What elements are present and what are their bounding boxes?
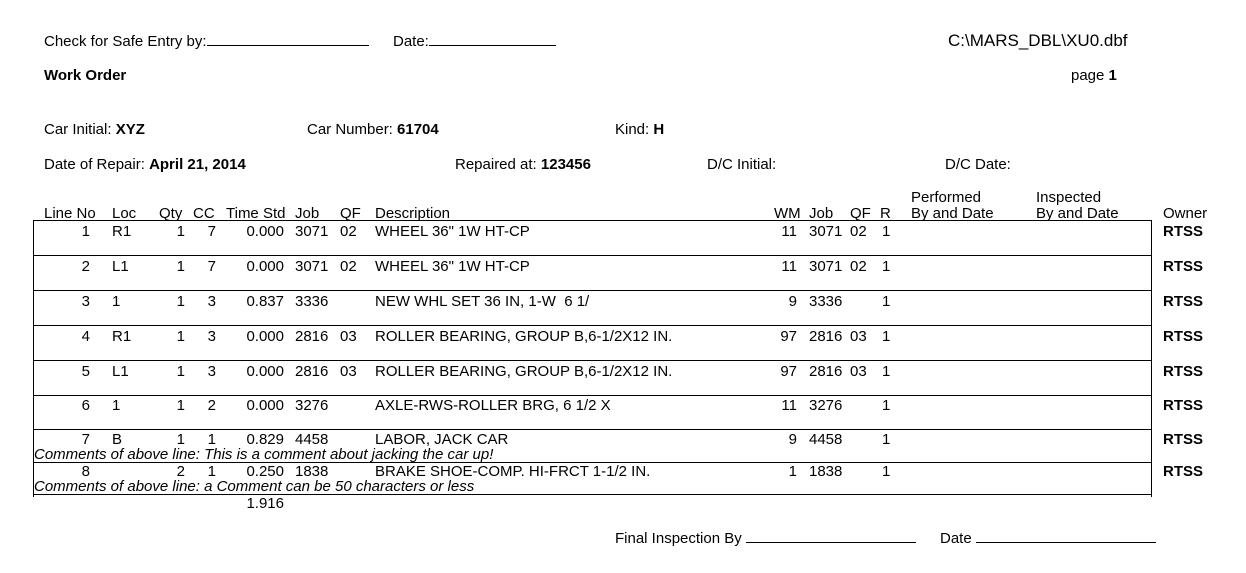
cell-wm: 11 bbox=[781, 258, 797, 275]
cell-description: NEW WHL SET 36 IN, 1-W 6 1/ bbox=[375, 293, 590, 310]
row-divider bbox=[33, 220, 1152, 221]
car-initial bbox=[44, 121, 145, 138]
cell-job2: 4458 bbox=[809, 431, 843, 448]
page-label: page bbox=[1071, 67, 1105, 84]
row-comment: Comments of above line: This is a comment about jacking the car up! bbox=[34, 446, 494, 463]
cell-r: 1 bbox=[882, 293, 891, 310]
cell-qf2: 03 bbox=[850, 328, 867, 345]
car-number bbox=[307, 121, 439, 138]
cell-line-no: 8 bbox=[81, 463, 90, 480]
repaired-at bbox=[455, 156, 591, 173]
row-divider bbox=[33, 290, 1152, 291]
cell-time-std: 0.000 bbox=[246, 223, 284, 240]
col-performed-1: Performed bbox=[911, 189, 982, 206]
row-divider bbox=[33, 429, 1152, 430]
cell-description: ROLLER BEARING, GROUP B,6-1/2X12 IN. bbox=[375, 363, 673, 380]
final-inspection bbox=[615, 529, 916, 547]
repaired-at-label: Repaired at: bbox=[455, 156, 537, 173]
cell-r: 1 bbox=[882, 363, 891, 380]
cell-cc: 7 bbox=[207, 258, 216, 275]
cell-r: 1 bbox=[882, 463, 891, 480]
car-initial-label: Car Initial: bbox=[44, 121, 112, 138]
cell-time-std: 0.000 bbox=[246, 258, 284, 275]
cell-cc: 1 bbox=[207, 431, 216, 448]
file-path: C:\MARS_DBL\XU0.dbf bbox=[948, 31, 1128, 50]
cell-description: BRAKE SHOE-COMP. HI-FRCT 1-1/2 IN. bbox=[375, 463, 651, 480]
col-job: Job bbox=[295, 205, 320, 222]
cell-description: LABOR, JACK CAR bbox=[375, 431, 509, 448]
cell-qty: 1 bbox=[176, 363, 185, 380]
repaired-at-value: 123456 bbox=[540, 156, 591, 173]
final-inspection-label: Final Inspection By bbox=[615, 530, 742, 547]
cell-cc: 3 bbox=[207, 363, 216, 380]
cell-description: WHEEL 36" 1W HT-CP bbox=[375, 258, 530, 275]
cell-owner: RTSS bbox=[1163, 293, 1204, 310]
cell-job: 3276 bbox=[295, 397, 329, 414]
cell-time-std: 0.000 bbox=[246, 397, 284, 414]
cell-loc: 1 bbox=[112, 397, 121, 414]
cell-owner: RTSS bbox=[1163, 431, 1204, 448]
cell-line-no: 2 bbox=[81, 258, 90, 275]
cell-qty: 1 bbox=[176, 258, 185, 275]
cell-loc: B bbox=[112, 431, 123, 448]
cell-r: 1 bbox=[882, 328, 891, 345]
col-inspected-1: Inspected bbox=[1036, 189, 1102, 206]
cell-qf: 02 bbox=[340, 258, 357, 275]
cell-cc: 2 bbox=[207, 397, 216, 414]
row-comment: Comments of above line: a Comment can be 50 characters or less bbox=[34, 478, 475, 495]
cell-time-std: 0.000 bbox=[246, 328, 284, 345]
cell-job: 3071 bbox=[295, 223, 329, 240]
cell-wm: 1 bbox=[788, 463, 797, 480]
col-wm: WM bbox=[774, 205, 801, 222]
safe-entry-signature-line[interactable] bbox=[207, 32, 369, 46]
top-date-line[interactable] bbox=[429, 32, 556, 46]
final-inspection-line[interactable] bbox=[746, 529, 916, 543]
safe-entry-text: Check for Safe Entry by: bbox=[44, 33, 207, 50]
cell-job: 3336 bbox=[295, 293, 329, 310]
cell-qf2: 02 bbox=[850, 223, 867, 240]
cell-cc: 3 bbox=[207, 328, 216, 345]
cell-cc: 7 bbox=[207, 223, 216, 240]
cell-owner: RTSS bbox=[1163, 328, 1204, 345]
cell-owner: RTSS bbox=[1163, 463, 1204, 480]
car-number-label: Car Number: bbox=[307, 121, 393, 138]
col-r: R bbox=[880, 205, 891, 222]
cell-description: AXLE-RWS-ROLLER BRG, 6 1/2 X bbox=[375, 397, 611, 414]
cell-qf2: 03 bbox=[850, 363, 867, 380]
date-of-repair-label: Date of Repair: bbox=[44, 156, 145, 173]
safe-entry-label bbox=[44, 32, 369, 50]
top-date-label bbox=[393, 32, 556, 50]
cell-job2: 3071 bbox=[809, 223, 843, 240]
col-job2: Job bbox=[809, 205, 834, 222]
row-divider bbox=[33, 395, 1152, 396]
final-date-line[interactable] bbox=[976, 529, 1156, 543]
cell-line-no: 6 bbox=[81, 397, 90, 414]
cell-time-std: 0.829 bbox=[246, 431, 284, 448]
cell-qty: 1 bbox=[176, 328, 185, 345]
cell-qf: 02 bbox=[340, 223, 357, 240]
col-performed-2: By and Date bbox=[911, 205, 994, 222]
cell-r: 1 bbox=[882, 223, 891, 240]
cell-job: 2816 bbox=[295, 328, 329, 345]
col-inspected-2: By and Date bbox=[1036, 205, 1119, 222]
cell-line-no: 3 bbox=[81, 293, 90, 310]
cell-job: 3071 bbox=[295, 258, 329, 275]
cell-r: 1 bbox=[882, 397, 891, 414]
row-divider bbox=[33, 325, 1152, 326]
col-qf: QF bbox=[340, 205, 361, 222]
cell-job: 4458 bbox=[295, 431, 329, 448]
cell-qty: 1 bbox=[176, 223, 185, 240]
cell-cc: 3 bbox=[207, 293, 216, 310]
cell-job2: 3276 bbox=[809, 397, 843, 414]
cell-description: ROLLER BEARING, GROUP B,6-1/2X12 IN. bbox=[375, 328, 673, 345]
cell-qf: 03 bbox=[340, 328, 357, 345]
cell-r: 1 bbox=[882, 258, 891, 275]
cell-owner: RTSS bbox=[1163, 258, 1204, 275]
cell-loc: R1 bbox=[112, 328, 132, 345]
col-cc: CC bbox=[193, 205, 215, 222]
cell-qf: 03 bbox=[340, 363, 357, 380]
kind-label: Kind: bbox=[615, 121, 650, 138]
cell-time-std: 0.250 bbox=[246, 463, 284, 480]
col-loc: Loc bbox=[112, 205, 137, 222]
total-time-std: 1.916 bbox=[246, 495, 284, 512]
cell-qty: 1 bbox=[176, 293, 185, 310]
page-number: 1 bbox=[1108, 67, 1117, 84]
date-of-repair bbox=[44, 156, 246, 173]
cell-line-no: 1 bbox=[81, 223, 90, 240]
cell-job2: 3336 bbox=[809, 293, 843, 310]
car-initial-value: XYZ bbox=[115, 121, 145, 138]
final-date-label: Date bbox=[940, 530, 972, 547]
cell-qty: 1 bbox=[176, 397, 185, 414]
cell-r: 1 bbox=[882, 431, 891, 448]
top-date-text: Date: bbox=[393, 33, 429, 50]
dc-initial-label: D/C Initial: bbox=[707, 156, 777, 173]
cell-loc: L1 bbox=[112, 258, 129, 275]
col-qf2: QF bbox=[850, 205, 871, 222]
page-indicator bbox=[1071, 67, 1117, 84]
col-time-std: Time Std bbox=[226, 205, 286, 222]
cell-owner: RTSS bbox=[1163, 363, 1204, 380]
final-date bbox=[940, 529, 1156, 547]
cell-qty: 2 bbox=[176, 463, 185, 480]
col-qty: Qty bbox=[159, 205, 183, 222]
cell-wm: 11 bbox=[781, 397, 797, 414]
col-description: Description bbox=[375, 205, 451, 222]
cell-qty: 1 bbox=[176, 431, 185, 448]
cell-job2: 2816 bbox=[809, 328, 843, 345]
cell-owner: RTSS bbox=[1163, 223, 1204, 240]
cell-wm: 97 bbox=[780, 328, 797, 345]
cell-description: WHEEL 36" 1W HT-CP bbox=[375, 223, 530, 240]
row-divider bbox=[33, 255, 1152, 256]
doc-title: Work Order bbox=[44, 67, 127, 84]
cell-wm: 9 bbox=[788, 431, 797, 448]
row-divider bbox=[33, 360, 1152, 361]
table-right-border bbox=[1151, 220, 1152, 497]
date-of-repair-value: April 21, 2014 bbox=[149, 156, 246, 173]
cell-owner: RTSS bbox=[1163, 397, 1204, 414]
kind-value: H bbox=[653, 121, 665, 138]
cell-line-no: 7 bbox=[81, 431, 90, 448]
dc-date-label: D/C Date: bbox=[945, 156, 1011, 173]
cell-loc: R1 bbox=[112, 223, 132, 240]
car-number-value: 61704 bbox=[397, 121, 439, 138]
cell-qf2: 02 bbox=[850, 258, 867, 275]
cell-job: 2816 bbox=[295, 363, 329, 380]
cell-time-std: 0.000 bbox=[246, 363, 284, 380]
cell-job2: 1838 bbox=[809, 463, 843, 480]
cell-cc: 1 bbox=[207, 463, 216, 480]
cell-wm: 11 bbox=[781, 223, 797, 240]
cell-wm: 97 bbox=[780, 363, 797, 380]
cell-line-no: 4 bbox=[81, 328, 90, 345]
cell-job2: 2816 bbox=[809, 363, 843, 380]
cell-wm: 9 bbox=[788, 293, 797, 310]
col-owner: Owner bbox=[1163, 205, 1208, 222]
kind bbox=[615, 121, 664, 138]
cell-loc: 1 bbox=[112, 293, 121, 310]
cell-loc: L1 bbox=[112, 363, 129, 380]
cell-job: 1838 bbox=[295, 463, 329, 480]
col-line-no: Line No bbox=[44, 205, 96, 222]
cell-time-std: 0.837 bbox=[246, 293, 284, 310]
cell-line-no: 5 bbox=[81, 363, 90, 380]
cell-job2: 3071 bbox=[809, 258, 843, 275]
